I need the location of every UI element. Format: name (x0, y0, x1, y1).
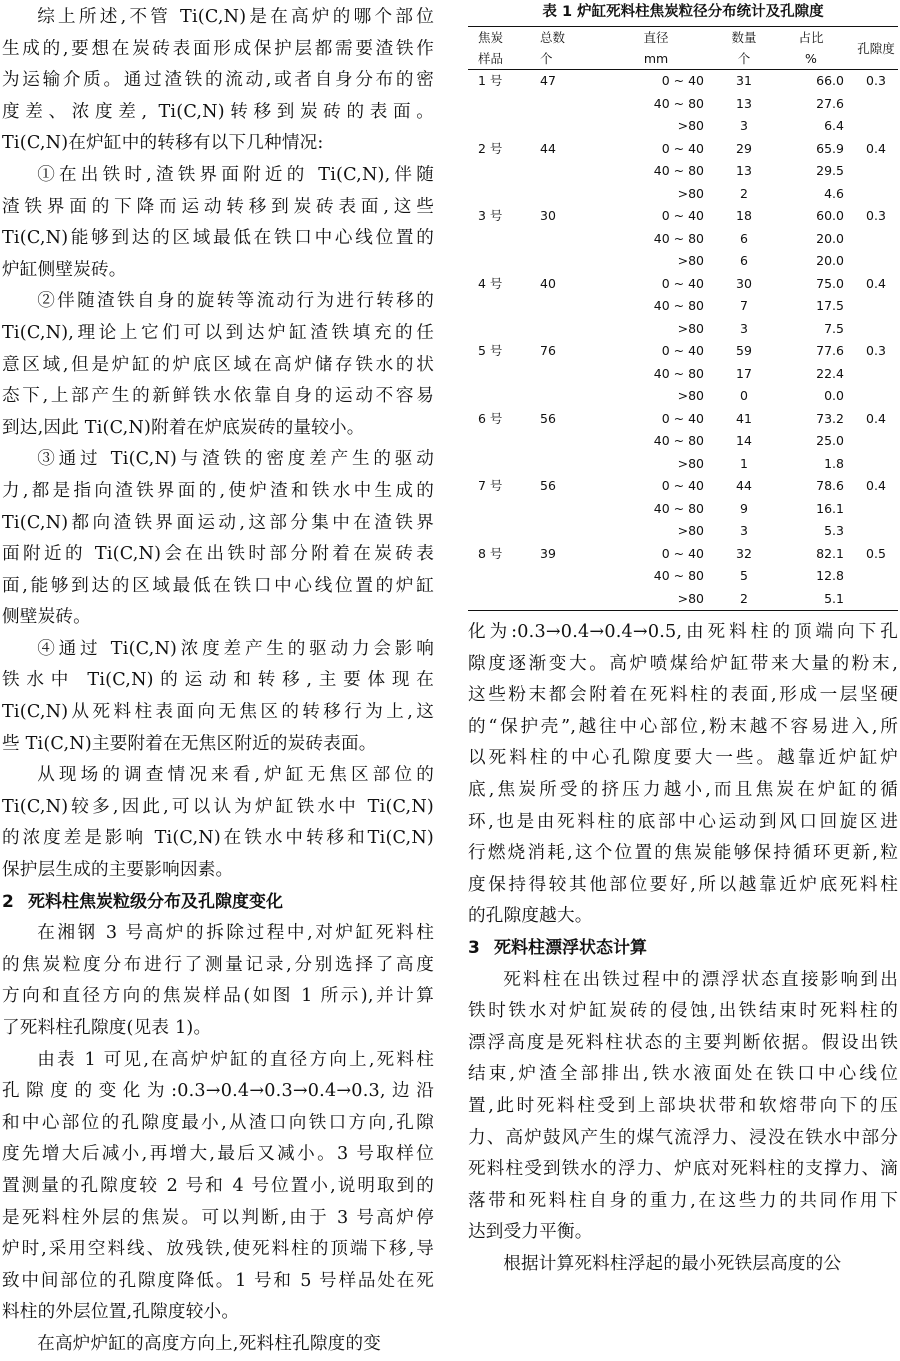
text-line: 这些粉末都会附着在死料柱的表面,形成一层坚硬 (468, 685, 898, 706)
table-cell: 0.3 (866, 208, 886, 223)
table-cell (854, 318, 898, 341)
table-cell: >80 (677, 455, 704, 471)
table-row (468, 138, 898, 161)
section-number: 2 (2, 891, 14, 912)
table-cell (468, 498, 540, 521)
text-line: 力,都是指向渣铁界面的,使炉渣和铁水中生成的 (2, 480, 434, 501)
text-line: 由表 1 可见,在高炉炉缸的直径方向上,死料柱 (37, 1049, 434, 1070)
text-line: 死料柱在出铁过程中的漂浮状态直接影响到出 (503, 969, 898, 990)
table-cell (468, 520, 540, 543)
table-cell: 44 (736, 478, 752, 493)
table-cell (854, 498, 898, 521)
table-cell: 0.4 (866, 410, 886, 426)
header-cell: mm (592, 48, 720, 70)
text-line: 以死料柱的中心孔隙度要大一些。越靠近炉缸炉 (468, 748, 898, 769)
text-line: 保护层生成的主要影响因素。 (2, 860, 234, 881)
table-cell: 40 ~ 80 (653, 500, 704, 516)
table-cell: >80 (677, 523, 704, 538)
table-row (468, 430, 898, 453)
table-row (468, 183, 898, 206)
table-row (468, 453, 898, 476)
table-cell (468, 430, 540, 453)
table-cell (468, 183, 540, 206)
table-cell (540, 183, 592, 206)
text-line: Ti(C,N),理论上它们可以到达炉缸渣铁填充的任 (2, 322, 434, 343)
table-cell: 22.4 (816, 365, 844, 381)
table-cell: 40 ~ 80 (653, 568, 704, 583)
text-line: 的焦炭粒度分布进行了测量记录,分别选择了高度 (2, 954, 434, 975)
table-cell: 40 ~ 80 (653, 298, 704, 313)
table-cell: 17 (736, 365, 752, 381)
text-line: 隙度逐渐变大。高炉喷煤给炉缸带来大量的粉末, (468, 653, 898, 674)
table-cell: 44 (540, 140, 556, 156)
header-cell: 占比 (798, 30, 824, 45)
table-cell (854, 363, 898, 386)
text-line: 面附近的 Ti(C,N)会在出铁时部分附着在炭砖表 (2, 544, 434, 565)
table-cell (540, 318, 592, 341)
table-cell (468, 250, 540, 273)
text-line: 意区域,但是炉缸的炉底区域在高炉储存铁水的状 (2, 354, 434, 375)
table-cell: 77.6 (816, 343, 844, 358)
text-line: 些 Ti(C,N)主要附着在无焦区附近的炭砖表面。 (2, 733, 377, 754)
text-line: 为运输介质。通过渣铁的流动,或者自身分布的密 (2, 70, 434, 91)
table-cell: 2 (740, 590, 748, 606)
table-cell (540, 93, 592, 116)
text-line: 生成的,要想在炭砖表面形成保护层都需要渣铁作 (2, 38, 434, 59)
table-cell: 73.2 (816, 410, 844, 426)
table-cell (468, 453, 540, 476)
text-line: 度保持得较其他部位要好,所以越靠近炉底死料柱 (468, 874, 898, 895)
text-line: Ti(C,N)都向渣铁界面运动,这部分集中在渣铁界 (2, 512, 434, 533)
table-cell: 0.4 (866, 140, 886, 156)
paragraph (2, 1045, 434, 1329)
table-row (468, 205, 898, 228)
text-line: ③通过 Ti(C,N)与渣铁的密度差产生的驱动 (37, 449, 434, 470)
table-cell: 8 号 (478, 545, 503, 561)
table-cell: 41 (736, 410, 752, 426)
table-row (468, 475, 898, 498)
table-cell: 2 (740, 185, 748, 201)
table-cell (854, 520, 898, 543)
table-cell (540, 160, 592, 183)
text-line: 的浓度差是影响 Ti(C,N)在铁水中转移和Ti(C,N) (2, 828, 434, 849)
table-cell: 4.6 (824, 185, 844, 201)
coke-size-table (468, 26, 898, 611)
text-line: 炉时,采用空料线、放残铁,使死料柱的顶端下移,导 (2, 1239, 434, 1260)
paragraph (468, 1249, 898, 1281)
table-cell (540, 588, 592, 611)
table-cell: 5 号 (478, 343, 503, 358)
table-cell: 0.3 (866, 343, 886, 358)
table-cell: 18 (736, 208, 752, 223)
text-line: 漂浮高度是死料柱状态的主要判断依据。假设出铁 (468, 1032, 898, 1053)
text-line: 渣铁界面的下降而运动转移到炭砖表面,这些 (2, 196, 434, 217)
left-column (2, 0, 434, 1361)
table-cell: 78.6 (816, 478, 844, 493)
table-row (468, 160, 898, 183)
text-line: ①在出铁时,渣铁界面附近的 Ti(C,N),伴随 (37, 164, 434, 185)
text-line: Ti(C,N)较多,因此,可以认为炉缸铁水中 Ti(C,N) (2, 796, 434, 817)
section-number: 3 (468, 937, 480, 958)
table-cell: 75.0 (816, 275, 844, 291)
table-caption: 表 1 炉缸死料柱焦炭粒径分布统计及孔隙度 (542, 4, 824, 20)
table-cell (854, 183, 898, 206)
text-line: 面,能够到达的区域最低在铁口中心线位置的炉缸 (2, 575, 434, 596)
text-line: 度差、浓度差, Ti(C,N)转移到炭砖的表面。 (2, 101, 434, 122)
table-cell (468, 588, 540, 611)
header-cell: 数量 (731, 30, 757, 45)
text-line: 方向和直径方向的焦炭样品(如图 1 所示),并计算 (2, 986, 434, 1007)
table-cell: 56 (540, 478, 556, 493)
table-cell: 3 号 (478, 208, 503, 223)
text-line: 到达,因此 Ti(C,N)附着在炉底炭砖的量较小。 (2, 417, 365, 438)
table-cell (540, 520, 592, 543)
table-cell: 13 (736, 95, 752, 111)
table-row (468, 363, 898, 386)
table-cell (468, 93, 540, 116)
text-line: ②伴随渣铁自身的旋转等流动行为进行转移的 (37, 291, 434, 312)
header-cell: 个 (720, 48, 768, 70)
table-cell (854, 295, 898, 318)
table-cell: >80 (677, 118, 704, 133)
table-cell: 7.5 (824, 320, 844, 336)
table-cell (854, 228, 898, 251)
table-cell (468, 385, 540, 408)
table-cell: 30 (540, 208, 556, 223)
text-line: 料柱的外层位置,孔隙度较小。 (2, 1302, 240, 1323)
table-cell (854, 430, 898, 453)
text-line: Ti(C,N)能够到达的区域最低在铁口中心线位置的 (2, 228, 434, 249)
text-line: 的孔隙度越大。 (468, 906, 593, 927)
table-cell: 6 (740, 253, 748, 268)
table-cell: 0 ~ 40 (661, 275, 704, 291)
table-cell: 59 (736, 343, 752, 358)
table-cell: 0 ~ 40 (661, 343, 704, 358)
paragraph (468, 617, 898, 933)
text-line: 达到受力平衡。 (468, 1222, 593, 1243)
table-row (468, 498, 898, 521)
table-row (468, 228, 898, 251)
table-cell: 3 (740, 523, 748, 538)
table-row (468, 543, 898, 566)
section-heading (2, 887, 434, 919)
text-line: 度先增大后减小,再增大,最后又减小。3 号取样位 (2, 1144, 434, 1165)
table-cell: 13 (736, 163, 752, 178)
paragraph (2, 2, 434, 160)
table-header-row (468, 27, 898, 49)
table-cell: 2 号 (478, 140, 503, 156)
table-row (468, 340, 898, 363)
header-cell: 总数 (540, 30, 566, 45)
table-cell (854, 93, 898, 116)
table-cell: 12.8 (816, 568, 844, 583)
table-cell: 29.5 (816, 163, 844, 178)
table-row (468, 273, 898, 296)
table-cell: 40 (540, 275, 556, 291)
section-heading (468, 933, 898, 965)
header-cell: 个 (540, 48, 592, 70)
paragraph (2, 760, 434, 886)
table-cell (854, 588, 898, 611)
text-line: 死料柱受到铁水的浮力、炉底对死料柱的支撑力、滴 (468, 1159, 898, 1180)
table-cell: 7 号 (478, 478, 503, 493)
header-cell: 样品 (468, 48, 540, 70)
table-cell: 82.1 (816, 545, 844, 561)
text-line: 侧壁炭砖。 (2, 607, 91, 628)
paragraph (2, 1329, 434, 1361)
table-cell: >80 (677, 388, 704, 403)
table-row (468, 318, 898, 341)
table-cell (854, 160, 898, 183)
table-cell: 5 (740, 568, 748, 583)
table-cell (540, 453, 592, 476)
text-line: 根据计算死料柱浮起的最小死铁层高度的公 (503, 1253, 842, 1274)
table-row (468, 250, 898, 273)
table-row (468, 115, 898, 138)
text-line: 铁时铁水对炉缸炭砖的侵蚀,出铁结束时死料柱的 (468, 1001, 898, 1022)
text-line: 在湘钢 3 号高炉的拆除过程中,对炉缸死料柱 (37, 923, 434, 944)
table-row (468, 565, 898, 588)
text-line: 底,焦炭所受的挤压力越小,而且焦炭在炉缸的循 (468, 779, 898, 800)
table-cell: 6.4 (824, 118, 844, 133)
header-cell: 直径 (643, 30, 669, 45)
text-line: 是死料柱外层的焦炭。可以判断,由于 3 号高炉停 (2, 1207, 434, 1228)
table-cell: 20.0 (816, 253, 844, 268)
table-cell: >80 (677, 253, 704, 268)
table-cell: 5.1 (824, 590, 844, 606)
table-row (468, 295, 898, 318)
table-cell: 1.8 (824, 455, 844, 471)
table-cell: 40 ~ 80 (653, 95, 704, 111)
paragraph (2, 286, 434, 444)
text-line: Ti(C,N)从死料柱表面向无焦区的转移行为上,这 (2, 702, 434, 723)
table-cell: 1 (740, 455, 748, 471)
table-cell: 0.3 (866, 73, 886, 88)
table-header-row (468, 48, 898, 70)
table-cell: 76 (540, 343, 556, 358)
table-cell (540, 498, 592, 521)
table-cell: >80 (677, 185, 704, 201)
text-line: 态下,上部产生的新鲜铁水依靠自身的运动不容易 (2, 386, 434, 407)
table-cell: 60.0 (816, 208, 844, 223)
table-cell (540, 295, 592, 318)
header-cell: % (768, 48, 854, 70)
header-cell: 孔隙度 (854, 27, 898, 70)
table-cell: 66.0 (816, 73, 844, 88)
table-cell: 6 (740, 230, 748, 246)
text-line: 环,也是由死料柱的底部中心运动到风口回旋区进 (468, 811, 898, 832)
table-cell (468, 115, 540, 138)
table-cell: 3 (740, 118, 748, 133)
table-cell (540, 430, 592, 453)
table-cell (540, 115, 592, 138)
table-row (468, 588, 898, 611)
table-cell: 0 ~ 40 (661, 478, 704, 493)
table-cell (540, 228, 592, 251)
table-cell: 6 号 (478, 410, 503, 426)
table-cell (854, 250, 898, 273)
table-cell (468, 228, 540, 251)
table-cell (540, 385, 592, 408)
table-cell: 9 (740, 500, 748, 516)
table-cell: 0 ~ 40 (661, 208, 704, 223)
table-cell (468, 160, 540, 183)
table-cell: 0 (740, 388, 748, 403)
table-cell: 47 (540, 73, 556, 88)
table-row (468, 93, 898, 116)
table-cell: 14 (736, 433, 752, 448)
table-cell: 3 (740, 320, 748, 336)
table-cell: 4 号 (478, 275, 503, 291)
text-line: 落带和死料柱自身的重力,在这些力的共同作用下 (468, 1190, 898, 1211)
paragraph (468, 965, 898, 1249)
table-cell: 56 (540, 410, 556, 426)
table-row (468, 520, 898, 543)
table-cell (468, 295, 540, 318)
table-cell (540, 565, 592, 588)
text-line: ④通过 Ti(C,N)浓度差产生的驱动力会影响 (37, 638, 434, 659)
text-line: 和中心部位的孔隙度最小,从渣口向铁口方向,孔隙 (2, 1112, 434, 1133)
table-cell: 0 ~ 40 (661, 140, 704, 156)
table-cell: 16.1 (816, 500, 844, 516)
table-cell: 31 (736, 73, 752, 88)
table-cell: 40 ~ 80 (653, 365, 704, 381)
text-line: 孔隙度的变化为:0.3→0.4→0.3→0.4→0.3,边沿 (2, 1081, 434, 1102)
table-cell (468, 318, 540, 341)
table-cell: 0.4 (866, 478, 886, 493)
table-cell: 40 ~ 80 (653, 433, 704, 448)
table-cell: 1 号 (478, 73, 503, 88)
text-line: 力、高炉鼓风产生的煤气流浮力、浸没在铁水中部分 (468, 1127, 898, 1148)
table-cell: 5.3 (824, 523, 844, 538)
table-cell: >80 (677, 320, 704, 336)
section-title: 死料柱漂浮状态计算 (494, 937, 647, 958)
table-cell: 40 ~ 80 (653, 163, 704, 178)
table-row (468, 408, 898, 431)
text-line: 在高炉炉缸的高度方向上,死料柱孔隙度的变 (37, 1333, 382, 1354)
table-cell: 30 (736, 275, 752, 291)
table-cell: 32 (736, 545, 752, 561)
section-title: 死料柱焦炭粒级分布及孔隙度变化 (28, 891, 283, 912)
text-line: 的“保护壳”,越往中心部位,粉末越不容易进入,所 (468, 716, 898, 737)
table-cell: 17.5 (816, 298, 844, 313)
table-row (468, 70, 898, 93)
table-cell (854, 565, 898, 588)
table-cell (540, 363, 592, 386)
text-line: 置,此时死料柱受到上部块状带和软熔带向下的压 (468, 1095, 898, 1116)
table-cell: 0 ~ 40 (661, 73, 704, 88)
table-cell: 7 (740, 298, 748, 313)
table-cell: 40 ~ 80 (653, 230, 704, 246)
text-line: 置测量的孔隙度较 2 号和 4 号位置小,说明取到的 (2, 1175, 434, 1196)
text-line: 综上所述,不管 Ti(C,N)是在高炉的哪个部位 (37, 7, 434, 27)
table-cell: 0.5 (866, 545, 886, 561)
table-cell (854, 453, 898, 476)
text-line: 结束,炉渣全部排出,铁水液面处在铁口中心线位 (468, 1064, 898, 1085)
text-line: 致中间部位的孔隙度降低。1 号和 5 号样品处在死 (2, 1270, 434, 1291)
table-cell: 25.0 (816, 433, 844, 448)
table-cell: 0.4 (866, 275, 886, 291)
text-line: 了死料柱孔隙度(见表 1)。 (2, 1018, 212, 1038)
table-cell: 0 ~ 40 (661, 545, 704, 561)
header-cell: 焦炭 (478, 30, 504, 45)
text-line: 铁水中 Ti(C,N)的运动和转移,主要体现在 (2, 670, 434, 691)
right-column (468, 0, 898, 1280)
table-cell (468, 363, 540, 386)
text-line: 从现场的调查情况来看,炉缸无焦区部位的 (37, 765, 434, 786)
table-cell: 29 (736, 140, 752, 156)
table-cell (854, 115, 898, 138)
text-line: 化为:0.3→0.4→0.4→0.5,由死料柱的顶端向下孔 (468, 622, 898, 642)
table-row (468, 385, 898, 408)
table-cell: 20.0 (816, 230, 844, 246)
table-cell: 0.0 (824, 388, 844, 403)
paragraph (2, 918, 434, 1044)
table-cell (540, 250, 592, 273)
table-cell: >80 (677, 590, 704, 606)
paragraph (2, 160, 434, 286)
table-cell: 65.9 (816, 140, 844, 156)
table-cell: 27.6 (816, 95, 844, 111)
table-body (468, 70, 898, 611)
paragraph (2, 634, 434, 760)
table-cell (854, 385, 898, 408)
text-line: Ti(C,N)在炉缸中的转移有以下几种情况: (2, 133, 324, 154)
table-cell (468, 565, 540, 588)
table-cell: 39 (540, 545, 556, 561)
text-line: 行燃烧消耗,这个位置的焦炭能够保持循环更新,粒 (468, 843, 898, 864)
text-line: 炉缸侧壁炭砖。 (2, 259, 127, 280)
paragraph (2, 444, 434, 634)
table-cell: 0 ~ 40 (661, 410, 704, 426)
